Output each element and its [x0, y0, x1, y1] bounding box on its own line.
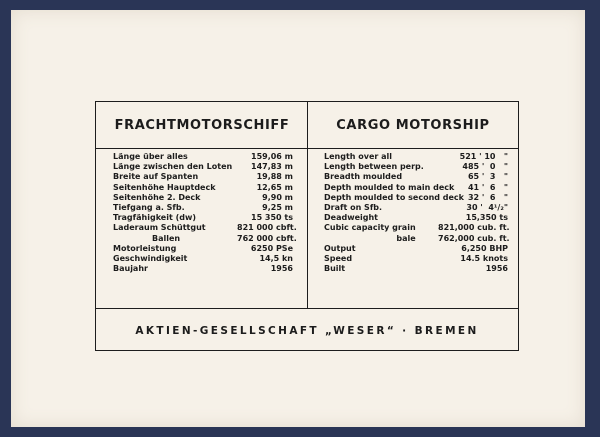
spec-label: Speed: [324, 253, 353, 263]
spec-label: Motorleistung: [113, 243, 177, 253]
spec-row: [324, 183, 508, 193]
spec-label: Depth moulded to second deck: [324, 192, 464, 202]
spec-label: Tragfähigkeit (dw): [113, 213, 197, 223]
spec-value: 14,5 kn: [259, 253, 293, 263]
spec-label: Länge zwischen den Loten: [113, 162, 233, 172]
spec-value: 65 ' 3 ": [467, 172, 508, 182]
specs-german: [113, 152, 297, 304]
spec-label: bale: [324, 233, 416, 243]
spec-value: 1956: [270, 264, 293, 274]
spec-label: Laderaum Schüttgut: [113, 223, 206, 233]
spec-value: 821,000 cub. ft.: [438, 223, 510, 233]
spec-row: [324, 152, 508, 162]
spec-row: [324, 213, 508, 223]
spec-label: Breadth moulded: [324, 172, 403, 182]
spec-row: [324, 254, 508, 264]
spec-label: Breite auf Spanten: [113, 172, 199, 182]
spec-value: 15,350 ts: [465, 213, 508, 223]
spec-row: [113, 233, 297, 244]
spec-label: Length over all: [324, 152, 392, 161]
spec-row: [324, 172, 508, 182]
spec-value: 762 000 cbft.: [237, 233, 297, 243]
spec-label: Deadweight: [324, 213, 378, 223]
spec-row: [113, 193, 293, 203]
spec-row: [324, 264, 508, 274]
specs-english: [324, 152, 508, 304]
spec-label: Tiefgang a. Sfb.: [113, 202, 185, 212]
spec-table: [95, 101, 519, 351]
heading-english: CARGO MOTORSHIP: [336, 118, 490, 133]
spec-row: [113, 254, 293, 264]
spec-row: [324, 193, 508, 203]
spec-label: Länge über alles: [113, 152, 188, 161]
spec-value: 485 ' 0 ": [462, 162, 508, 172]
spec-row: [113, 223, 297, 233]
spec-row: [113, 172, 293, 182]
spec-value: 521 ' 10 ": [459, 152, 508, 161]
spec-row: [113, 264, 293, 274]
spec-value: 1956: [485, 264, 508, 274]
spec-value: 147,83 m: [251, 162, 293, 172]
spec-value: 32 ' 6 ": [467, 192, 508, 202]
spec-label: Cubic capacity grain: [324, 223, 416, 233]
spec-label: Geschwindigkeit: [113, 253, 188, 263]
document-card: [11, 10, 585, 427]
spec-value: 6,250 BHP: [461, 243, 508, 253]
spec-value: 12,65 m: [256, 182, 293, 192]
spec-row: [324, 244, 508, 254]
spec-value: 821 000 cbft.: [237, 223, 297, 233]
spec-label: Baujahr: [113, 264, 148, 274]
spec-label: Depth moulded to main deck: [324, 182, 455, 192]
spec-label: Output: [324, 243, 356, 253]
spec-value: 6250 PSe: [250, 243, 293, 253]
spec-label: Built: [324, 264, 346, 274]
spec-value: 41 ' 6 ": [467, 182, 508, 192]
spec-value: 30 ' 4¹/₂": [466, 202, 508, 212]
spec-row: [324, 203, 508, 213]
footer-rule: [96, 308, 518, 309]
spec-value: 19,88 m: [256, 172, 293, 182]
spec-value: 9,90 m: [262, 192, 293, 202]
spec-value: 15 350 ts: [251, 213, 293, 223]
spec-value: 762,000 cub. ft.: [438, 233, 510, 243]
spec-row: [324, 162, 508, 172]
heading-german: FRACHTMOTORSCHIFF: [114, 118, 290, 133]
spec-label: Seitenhöhe 2. Deck: [113, 192, 201, 202]
spec-row: [113, 213, 293, 223]
shipyard-footer: AKTIEN-GESELLSCHAFT „WESER“ · BREMEN: [135, 324, 479, 337]
spec-row: [324, 234, 508, 244]
spec-label: Seitenhöhe Hauptdeck: [113, 182, 216, 192]
spec-row: [113, 152, 293, 162]
spec-row: [113, 244, 293, 254]
spec-label: Ballen: [113, 233, 181, 243]
spec-label: Draft on Sfb.: [324, 202, 383, 212]
spec-row: [113, 183, 293, 193]
spec-row: [113, 203, 293, 213]
spec-value: 159,06 m: [251, 152, 293, 161]
spec-value: 9,25 m: [262, 202, 293, 212]
spec-row: [324, 223, 508, 233]
spec-row: [113, 162, 293, 172]
spec-label: Length between perp.: [324, 162, 424, 172]
spec-value: 14.5 knots: [460, 253, 508, 263]
